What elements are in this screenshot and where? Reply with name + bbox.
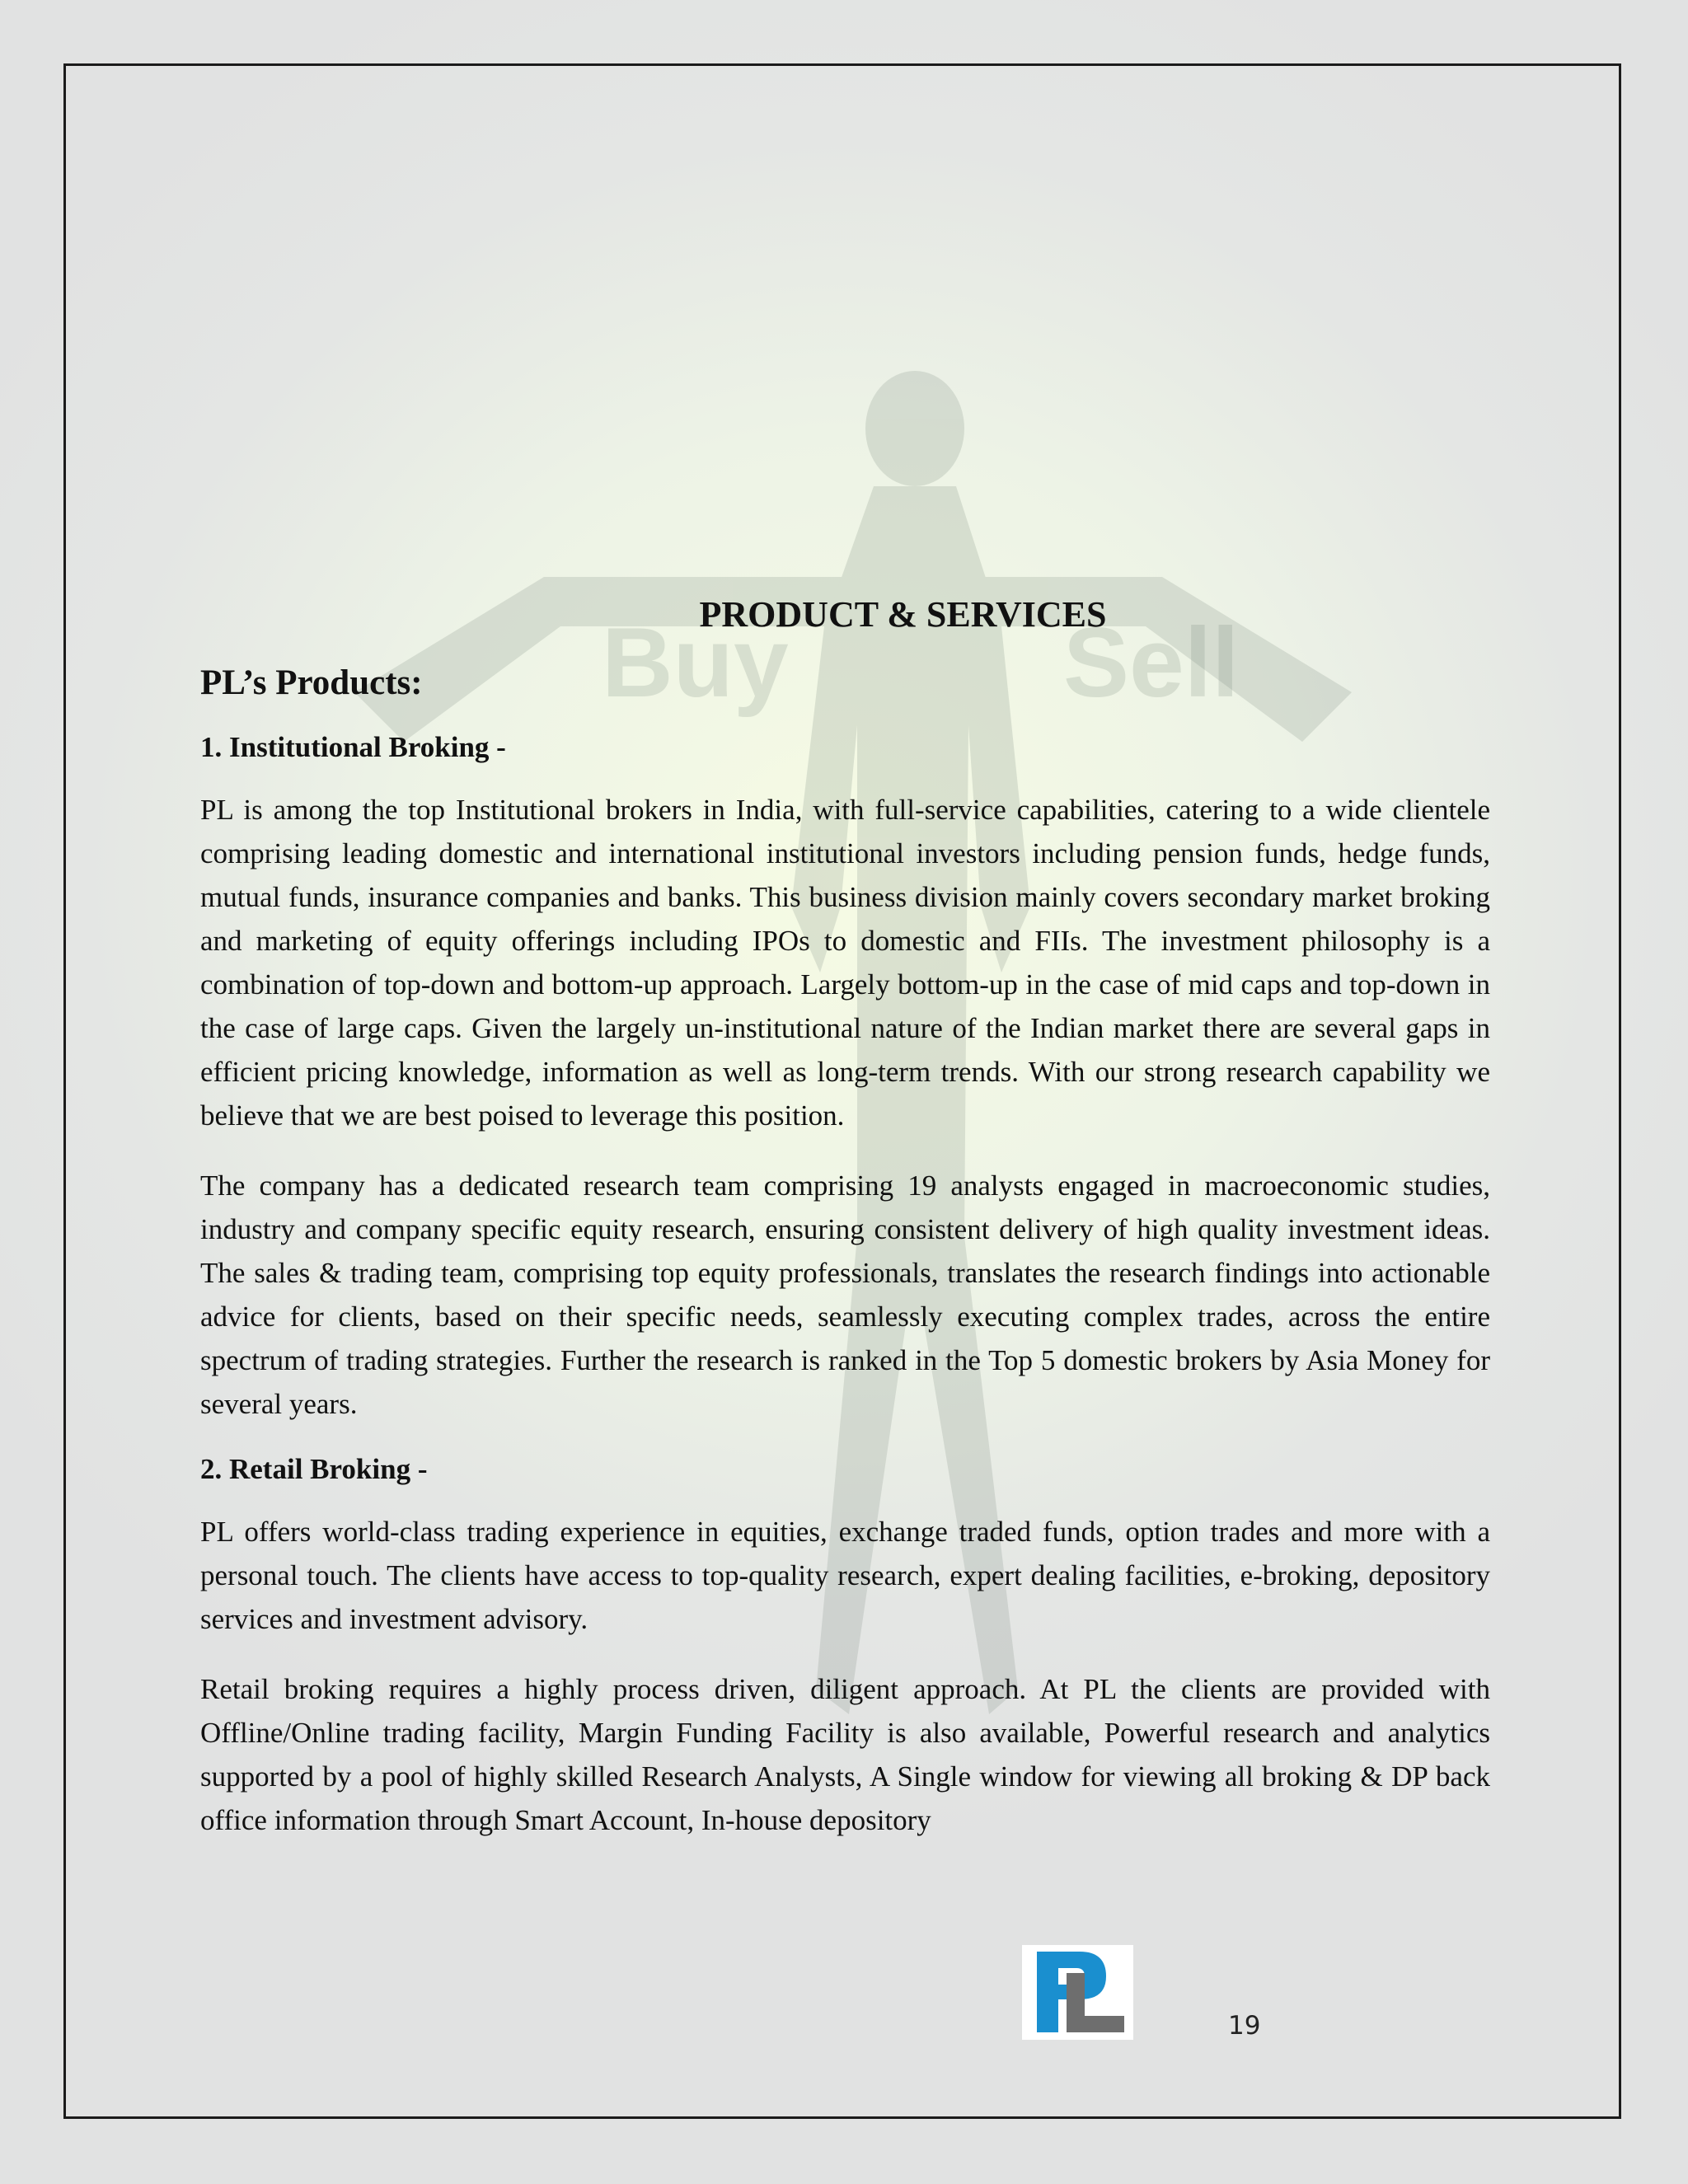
paragraph: The company has a dedicated research team comprising 19 analysts engaged in macroeconomic studies, industry and company specific equity research, ensuring consistent delivery of high quality investment ideas. The sales & trading team, comprising top equity professionals, translates the research findings into actionable advice for clients, based on their specific needs, seamlessly executing complex trades, across the entire spectrum of trading strategies. Further the research is ranked in the Top 5 domestic brokers by Asia Money for several years.: [200, 1169, 1490, 1421]
section-heading-products: PL’s Products:: [200, 663, 423, 702]
paragraph: PL offers world-class trading experience in equities, exchange traded funds, option trades and more with a personal touch. The clients have access to top-quality research, expert dealing facilities, e-broking, depository services and investment advisory.: [200, 1516, 1490, 1636]
pl-logo: [1022, 1945, 1133, 2040]
paragraph: PL is among the top Institutional brokers in India, with full-service capabilities, catering to a wide clientele comprising leading domestic and international institutional investors including pension funds, hedge funds, mutual funds, insurance companies and banks. This business division mainly covers secondary market broking and marketing of equity offerings including IPOs to domestic and FIIs. The investment philosophy is a combination of top-down and bottom-up approach. Largely bottom-up in the case of mid caps and top-down in the case of large caps. Given the largely un-institutional nature of the Indian market there are several gaps in efficient pricing knowledge, information as well as long-term trends. With our strong research capability we believe that we are best poised to leverage this position.: [200, 794, 1490, 1132]
page-number: 19: [1228, 2011, 1261, 2041]
subsection-institutional-broking: [200, 730, 1490, 1426]
watermark-sell-text: Sell: [1063, 607, 1240, 718]
subsection-heading: 1. Institutional Broking -: [200, 731, 506, 764]
document-body: [200, 577, 1490, 1868]
paragraph: Retail broking requires a highly process driven, diligent approach. At PL the clients are provided with Offline/Online trading facility, Margin Funding Facility is also available, Powerful research and analytics supported by a pool of highly skilled Research Analysts, A Single window for viewing all broking & DP back office information through Smart Account, In-house depository: [200, 1673, 1490, 1837]
watermark-buy-text: Buy: [602, 607, 789, 718]
page-title: PRODUCT & SERVICES: [699, 594, 1107, 635]
subsection-heading: 2. Retail Broking -: [200, 1453, 428, 1486]
subsection-retail-broking: [200, 1452, 1490, 1842]
